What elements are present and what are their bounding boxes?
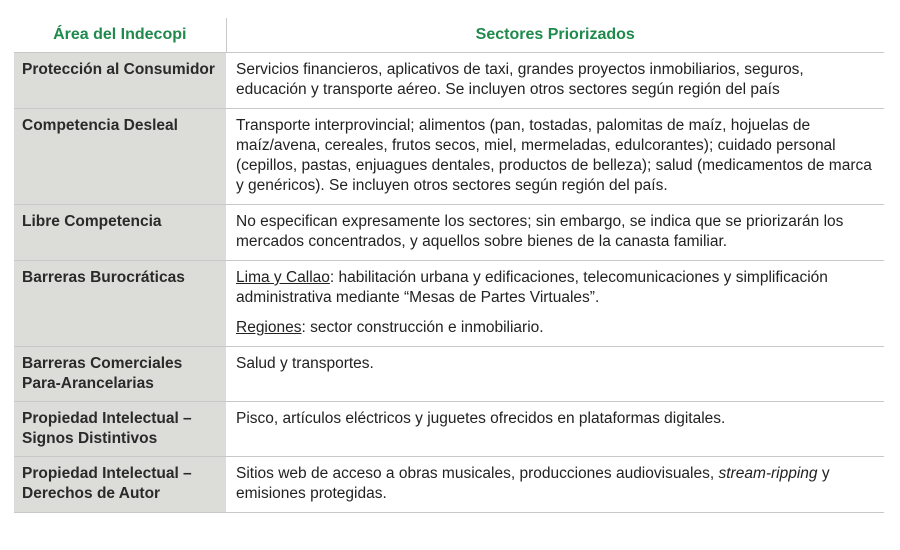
table-row — [14, 205, 884, 261]
row-sectors-cell: Servicios financieros, aplicativos de taxi, grandes proyectos inmobiliarios, seguros, educación y transporte aéreo. Se incluyen otros sectores según región del país — [226, 53, 884, 109]
row-area-cell: Protección al Consumidor — [14, 53, 226, 109]
row-sectors-cell: Salud y transportes. — [226, 347, 884, 402]
row-sectors-cell — [226, 457, 884, 513]
row-sectors-cell: Pisco, artículos eléctricos y juguetes ofrecidos en plataformas digitales. — [226, 402, 884, 457]
priority-sectors-table — [14, 18, 884, 513]
table-row — [14, 109, 884, 205]
table-row — [14, 261, 884, 347]
sectors-text-after: y emisiones protegidas. — [236, 465, 830, 502]
row-sectors-cell: No especifican expresamente los sectores; sin embargo, se indica que se priorizarán los mercados concentrados, y aquellos sobre bienes de la canasta familiar. — [226, 205, 884, 261]
row-area-cell: Libre Competencia — [14, 205, 226, 261]
row-sectors-cell — [226, 261, 884, 347]
row-area-cell: Barreras Burocráticas — [14, 261, 226, 347]
table-header-row — [14, 18, 884, 53]
regiones-text: : sector construcción e inmobiliario. — [301, 319, 544, 336]
header-sectors: Sectores Priorizados — [226, 18, 884, 53]
row-area-cell: Competencia Desleal — [14, 109, 226, 205]
priority-sectors-table-container — [14, 18, 884, 513]
sectors-text-before: Sitios web de acceso a obras musicales, producciones audiovisuales, — [236, 465, 719, 482]
lima-callao-label: Lima y Callao — [236, 269, 330, 286]
table-row — [14, 402, 884, 457]
regiones-paragraph — [236, 318, 876, 338]
row-area-cell: Propiedad Intelectual – Signos Distintivos — [14, 402, 226, 457]
lima-callao-text: : habilitación urbana y edificaciones, telecomunicaciones y simplificación administrativa mediante “Mesas de Partes Virtuales”. — [236, 269, 828, 306]
lima-callao-paragraph — [236, 268, 876, 308]
row-area-cell: Propiedad Intelectual – Derechos de Autor — [14, 457, 226, 513]
table-row — [14, 53, 884, 109]
row-sectors-cell: Transporte interprovincial; alimentos (pan, tostadas, palomitas de maíz, hojuelas de maíz/avena, cereales, frutos secos, miel, mermeladas, edulcorantes); cuidado personal (cepillos, pastas, enjuagues dentales, productos de belleza); salud (medicamentos de marca y genéricos). Se incluyen otros sectores según región del país. — [226, 109, 884, 205]
regiones-label: Regiones — [236, 319, 302, 336]
row-area-cell: Barreras Comerciales Para-Arancelarias — [14, 347, 226, 402]
header-area: Área del Indecopi — [14, 18, 226, 53]
sectors-text-italic: stream-ripping — [718, 465, 818, 482]
table-row — [14, 457, 884, 513]
table-row — [14, 347, 884, 402]
